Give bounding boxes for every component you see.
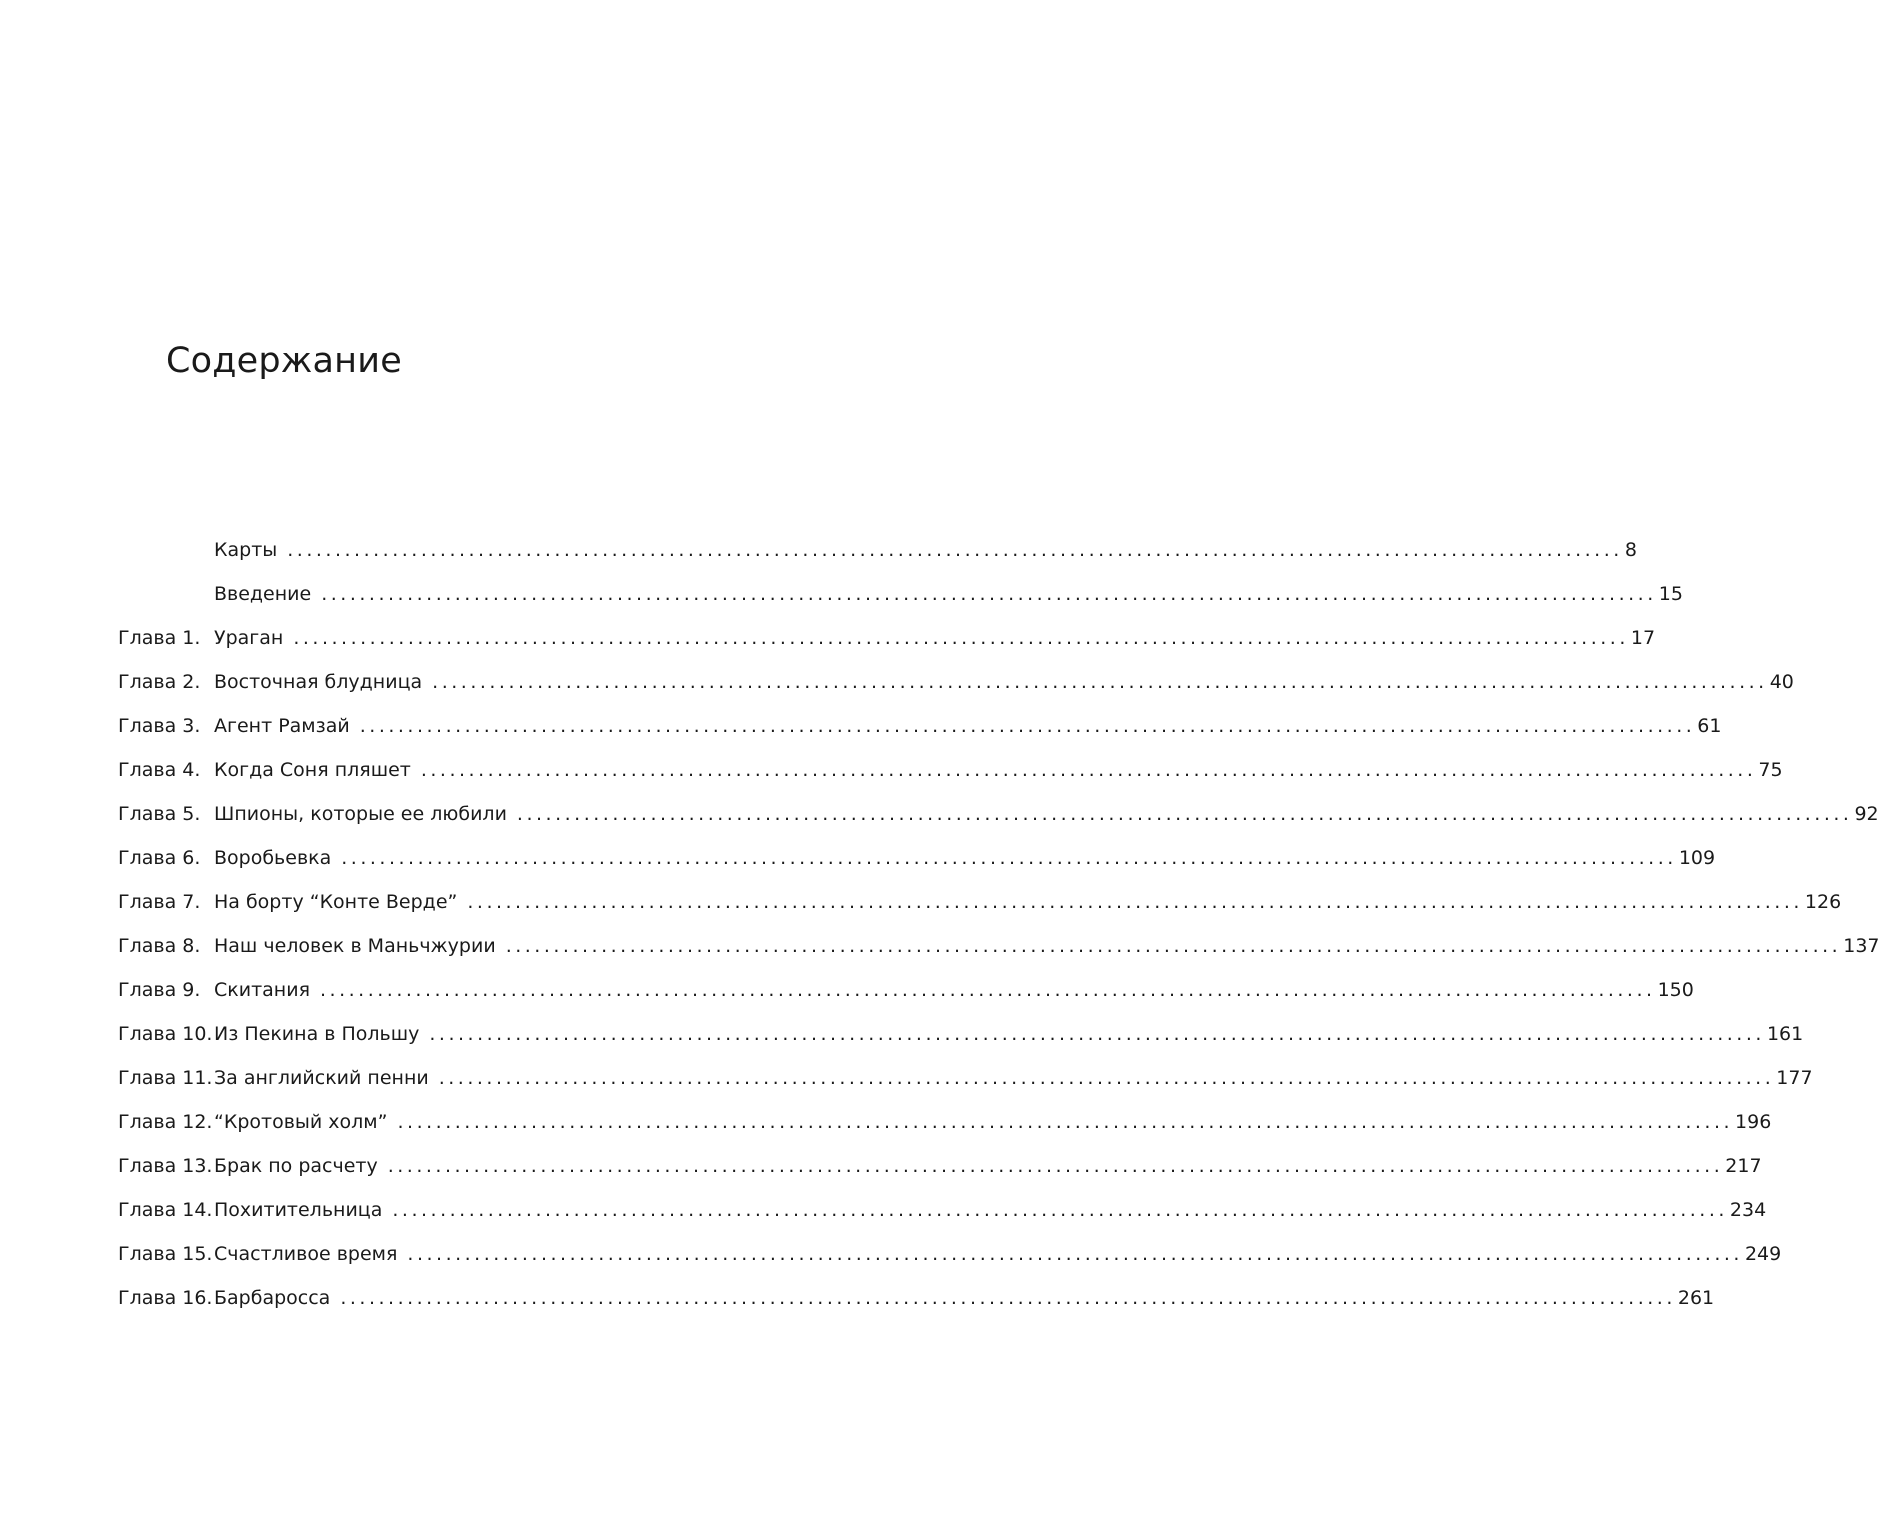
toc-page-number: 217 <box>1725 1155 1762 1177</box>
toc-chapter-number: Глава 12. <box>118 1111 213 1133</box>
toc-entry[interactable] <box>118 924 1880 968</box>
toc-chapter-number: Глава 14. <box>118 1199 213 1221</box>
toc-entry-line <box>214 748 1783 792</box>
toc-chapter-number: Глава 1. <box>118 627 201 649</box>
toc-chapter-title: Из Пекина в Польшу <box>214 1023 420 1045</box>
toc-entry[interactable] <box>118 1188 1767 1232</box>
toc-chapter-title: Скитания <box>214 979 311 1001</box>
toc-page-number: 196 <box>1735 1111 1772 1133</box>
toc-entry[interactable] <box>118 836 1716 880</box>
toc-entry[interactable] <box>118 880 1842 924</box>
toc-page-number: 137 <box>1843 935 1880 957</box>
toc-dot-leader: ............................................................................................................................................ <box>429 1023 1765 1045</box>
toc-dot-leader: ............................................................................................................................................ <box>293 627 1629 649</box>
toc-dot-leader: ............................................................................................................................................ <box>341 847 1677 869</box>
toc-dot-leader: ............................................................................................................................................ <box>432 671 1768 693</box>
toc-chapter-number: Глава 15. <box>118 1243 213 1265</box>
toc-entry-line <box>214 880 1842 924</box>
toc-page-number: 8 <box>1624 539 1637 561</box>
toc-chapter-title: Ураган <box>214 627 284 649</box>
toc-entry[interactable] <box>118 748 1783 792</box>
toc-chapter-title: За английский пенни <box>214 1067 429 1089</box>
toc-chapter-title: Карты <box>214 539 278 561</box>
toc-entry-line <box>214 1232 1782 1276</box>
toc-dot-leader: ............................................................................................................................................ <box>387 1155 1724 1177</box>
toc-dot-leader: ............................................................................................................................................ <box>392 1199 1728 1221</box>
toc-entry[interactable] <box>118 1100 1772 1144</box>
toc-page-number: 177 <box>1776 1067 1813 1089</box>
toc-entry-line <box>214 924 1880 968</box>
toc-dot-leader: ............................................................................................................................................ <box>516 803 1853 825</box>
toc-chapter-number: Глава 11. <box>118 1067 213 1089</box>
toc-page-number: 17 <box>1630 627 1656 649</box>
toc-entry-line <box>214 1056 1813 1100</box>
table-of-contents <box>118 528 1880 1320</box>
toc-entry[interactable] <box>118 1012 1804 1056</box>
toc-dot-leader: ............................................................................................................................................ <box>287 539 1623 561</box>
toc-chapter-title: На борту “Конте Верде” <box>214 891 458 913</box>
toc-chapter-number: Глава 9. <box>118 979 201 1001</box>
toc-chapter-title: Агент Рамзай <box>214 715 350 737</box>
toc-page-number: 261 <box>1677 1287 1715 1309</box>
toc-chapter-title: Когда Соня пляшет <box>214 759 411 781</box>
toc-chapter-title: Воробьевка <box>214 847 332 869</box>
toc-entry-line <box>214 528 1637 572</box>
toc-entry[interactable] <box>118 792 1879 836</box>
toc-entry-line <box>214 968 1694 1012</box>
toc-entry[interactable] <box>118 1276 1715 1320</box>
toc-entry-line <box>214 1100 1772 1144</box>
toc-chapter-number: Глава 6. <box>118 847 201 869</box>
toc-dot-leader: ............................................................................................................................................ <box>397 1111 1734 1133</box>
toc-chapter-title: Введение <box>214 583 312 605</box>
toc-page-number: 15 <box>1658 583 1683 605</box>
toc-entry[interactable] <box>118 1056 1813 1100</box>
toc-chapter-number: Глава 4. <box>118 759 201 781</box>
toc-entry-line <box>214 704 1722 748</box>
toc-page-number: 161 <box>1766 1023 1804 1045</box>
toc-page-number: 75 <box>1758 759 1783 781</box>
toc-chapter-title: Брак по расчету <box>214 1155 378 1177</box>
toc-dot-leader: ............................................................................................................................................ <box>438 1067 1775 1089</box>
toc-entry-line <box>214 1276 1715 1320</box>
toc-entry-line <box>214 1144 1762 1188</box>
toc-chapter-number: Глава 13. <box>118 1155 213 1177</box>
toc-entry-line <box>214 572 1683 616</box>
toc-entry-line <box>214 1188 1767 1232</box>
toc-dot-leader: ............................................................................................................................................ <box>505 935 1842 957</box>
toc-page-number: 150 <box>1657 979 1694 1001</box>
toc-chapter-title: Наш человек в Маньчжурии <box>214 935 496 957</box>
toc-entry-line <box>214 836 1716 880</box>
page-title: Содержание <box>166 341 402 381</box>
toc-dot-leader: ............................................................................................................................................ <box>320 979 1656 1001</box>
toc-entry[interactable] <box>118 1144 1762 1188</box>
toc-entry-line <box>214 616 1656 660</box>
toc-entry[interactable] <box>118 704 1722 748</box>
toc-dot-leader: ............................................................................................................................................ <box>359 715 1696 737</box>
toc-entry[interactable] <box>118 660 1794 704</box>
toc-entry[interactable] <box>118 968 1694 1012</box>
toc-dot-leader: ............................................................................................................................................ <box>420 759 1757 781</box>
toc-chapter-number: Глава 7. <box>118 891 201 913</box>
toc-chapter-title: Восточная блудница <box>214 671 423 693</box>
toc-entry-line <box>214 792 1879 836</box>
toc-dot-leader: ............................................................................................................................................ <box>340 1287 1676 1309</box>
toc-page-number: 109 <box>1678 847 1716 869</box>
toc-page-number: 249 <box>1744 1243 1782 1265</box>
toc-page-number: 61 <box>1697 715 1722 737</box>
toc-chapter-number: Глава 3. <box>118 715 201 737</box>
toc-entry-line <box>214 660 1794 704</box>
toc-chapter-title: Счастливое время <box>214 1243 398 1265</box>
toc-page-number: 126 <box>1804 891 1842 913</box>
toc-chapter-number: Глава 5. <box>118 803 201 825</box>
toc-chapter-title: Шпионы, которые ее любили <box>214 803 507 825</box>
toc-dot-leader: ............................................................................................................................................ <box>467 891 1803 913</box>
toc-entry[interactable] <box>118 528 1637 572</box>
toc-chapter-number: Глава 2. <box>118 671 201 693</box>
toc-chapter-title: Похитительница <box>214 1199 383 1221</box>
toc-page-number: 40 <box>1769 671 1794 693</box>
toc-page-number: 92 <box>1854 803 1879 825</box>
toc-dot-leader: ............................................................................................................................................ <box>321 583 1657 605</box>
toc-page-number: 234 <box>1729 1199 1767 1221</box>
toc-entry-line <box>214 1012 1804 1056</box>
toc-chapter-number: Глава 8. <box>118 935 201 957</box>
toc-entry[interactable] <box>118 616 1656 660</box>
toc-chapter-title: “Кротовый холм” <box>214 1111 388 1133</box>
toc-chapter-number: Глава 16. <box>118 1287 213 1309</box>
toc-chapter-number: Глава 10. <box>118 1023 213 1045</box>
toc-entry[interactable] <box>118 1232 1782 1276</box>
toc-entry[interactable] <box>118 572 1683 616</box>
toc-chapter-title: Барбаросса <box>214 1287 331 1309</box>
toc-dot-leader: ............................................................................................................................................ <box>407 1243 1743 1265</box>
